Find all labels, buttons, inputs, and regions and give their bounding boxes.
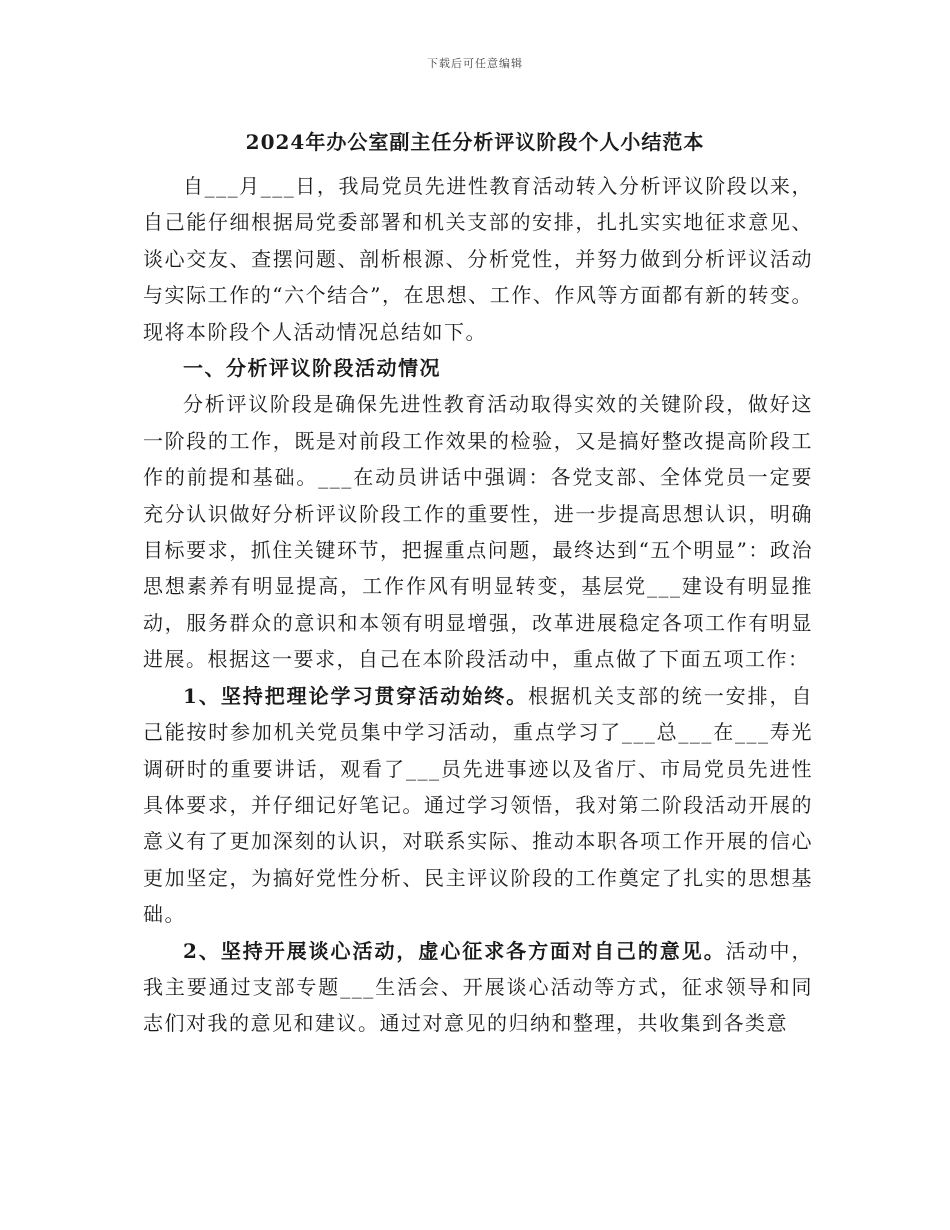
item-lead: 2、坚持开展谈心活动，虚心征求各方面对自己的意见。 bbox=[183, 938, 726, 963]
paragraph-text: 分析评议阶段是确保先进性教育活动取得实效的关键阶段，做好这一阶段的工作，既是对前段工作效果的检验，又是搞好整改提高阶段工作的前提和基础。___在动员讲话中强调：各党支部、全体党员一定要充分认识做好分析评议阶段工作的重要性，进一步提高思想认识，明确目标要求，抓住关键环节，把握重点问题，最终达到“五个明显”：政治思想素养有明显提高，工作作风有明显转变，基层党___建设有明显推动，服务群众的意识和本领有明显增强，改革进展稳定各项工作有明显进展。根据这一要求，自己在本阶段活动中，重点做了下面五项工作： bbox=[143, 392, 813, 672]
item-lead: 1、坚持把理论学习贯穿活动始终。 bbox=[183, 683, 529, 708]
document-body bbox=[143, 168, 813, 1042]
header-note: 下载后可任意编辑 bbox=[427, 57, 523, 70]
section-heading-text: 一、分析评议阶段活动情况 bbox=[183, 356, 441, 381]
document-title: 2024年办公室副主任分析评议阶段个人小结范本 bbox=[245, 130, 705, 154]
paragraph-text: 活动中，我主要通过支部专题___生活会、开展谈心活动等方式，征求领导和同志们对我的意见和建议。通过对意见的归纳和整理，共收集到各类意 bbox=[143, 938, 814, 1036]
paragraph-text: 自___月___日，我局党员先进性教育活动转入分析评议阶段以来，自己能仔细根据局党委部署和机关支部的安排，扎扎实实地征求意见、谈心交友、查摆问题、剖析根源、分析党性，并努力做到分析评议活动与实际工作的“六个结合”，在思想、工作、作风等方面都有新的转变。现将本阶段个人活动情况总结如下。 bbox=[143, 174, 813, 344]
paragraph-text: 根据机关支部的统一安排，自己能按时参加机关党员集中学习活动，重点学习了___总___在___寿光调研时的重要讲话，观看了___员先进事迹以及省厅、市局党员先进性具体要求，并仔细记好笔记。通过学习领悟，我对第二阶段活动开展的意义有了更加深刻的认识，对联系实际、推动本职各项工作开展的信心更加坚定，为搞好党性分析、民主评议阶段的工作奠定了扎实的思想基础。 bbox=[143, 683, 813, 927]
paragraph-intro bbox=[143, 168, 813, 350]
paragraph-item-2 bbox=[143, 933, 813, 1042]
paragraph-analysis bbox=[143, 386, 813, 677]
paragraph-item-1 bbox=[143, 678, 813, 933]
section-heading bbox=[143, 350, 813, 386]
